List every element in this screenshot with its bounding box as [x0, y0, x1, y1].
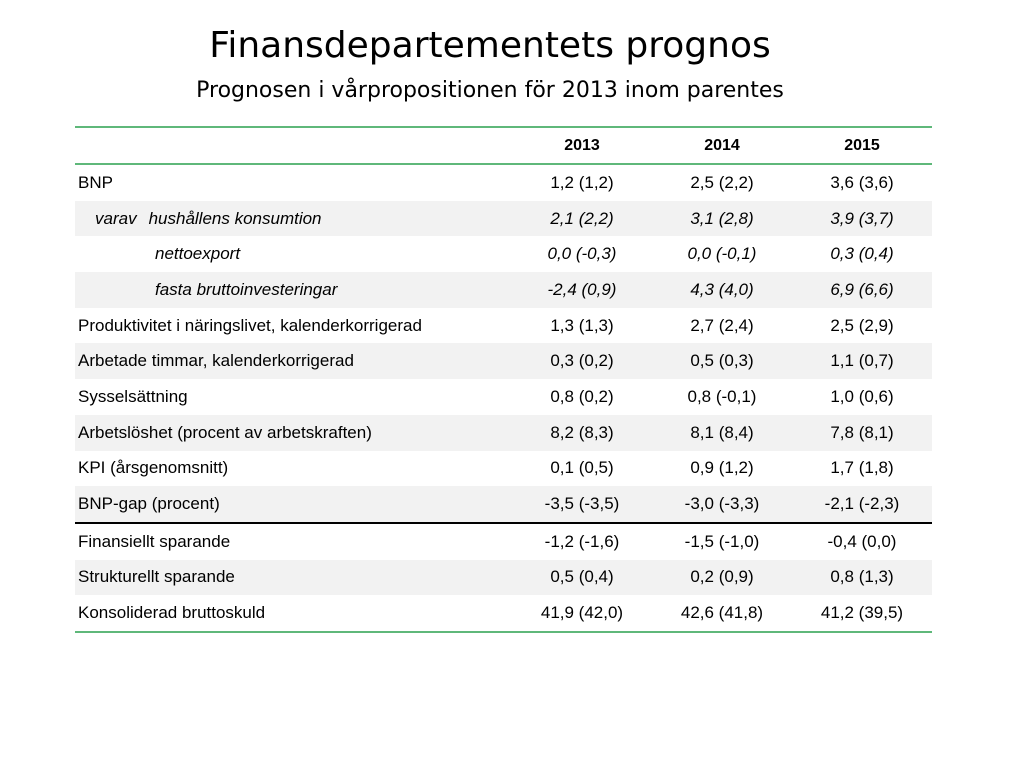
table-row	[75, 308, 932, 344]
row-prefix: varav	[95, 208, 137, 228]
cell-2013: 0,1 (0,5)	[550, 458, 614, 478]
cell-2015: 0,8 (1,3)	[830, 567, 894, 587]
table-row	[75, 343, 932, 379]
cell-2013: 0,0 (-0,3)	[547, 244, 617, 264]
cell-2014: 4,3 (4,0)	[690, 279, 754, 299]
table-row	[75, 560, 932, 596]
row-label: hushållens konsumtion	[148, 208, 322, 228]
row-label: Sysselsättning	[78, 386, 188, 406]
cell-2013: -3,5 (-3,5)	[544, 494, 620, 514]
row-label: Produktivitet i näringslivet, kalenderkorrigerad	[78, 315, 422, 335]
cell-2015: 41,2 (39,5)	[820, 603, 904, 623]
cell-2013: 8,2 (8,3)	[550, 422, 614, 442]
table-row	[75, 595, 932, 632]
row-label: Arbetslöshet (procent av arbetskraften)	[78, 422, 372, 442]
cell-2013: 41,9 (42,0)	[540, 603, 624, 623]
column-header-2014: 2014	[704, 136, 740, 154]
cell-2015: 1,0 (0,6)	[830, 386, 894, 406]
row-label: Konsoliderad bruttoskuld	[78, 603, 266, 623]
cell-2015: 1,1 (0,7)	[830, 351, 894, 371]
table-header-row	[75, 127, 932, 164]
cell-2015: 6,9 (6,6)	[830, 279, 894, 299]
cell-2014: 2,7 (2,4)	[690, 315, 754, 335]
row-label: Strukturellt sparande	[78, 567, 235, 587]
cell-2014: -3,0 (-3,3)	[684, 494, 760, 514]
table-row	[75, 379, 932, 415]
row-label-cell	[75, 201, 512, 237]
cell-2014: 8,1 (8,4)	[690, 422, 754, 442]
table-row	[75, 201, 932, 237]
page-subtitle: Prognosen i vårpropositionen för 2013 inom parentes	[196, 78, 784, 103]
cell-2014: 0,2 (0,9)	[690, 567, 754, 587]
column-header-2013: 2013	[564, 136, 600, 154]
table-row	[75, 523, 932, 560]
cell-2015: -0,4 (0,0)	[827, 531, 897, 551]
cell-2013: 2,1 (2,2)	[550, 208, 614, 228]
column-header-2015: 2015	[844, 136, 880, 154]
cell-2014: 2,5 (2,2)	[690, 172, 754, 192]
row-label: nettoexport	[155, 244, 241, 264]
row-label: BNP	[78, 172, 113, 192]
cell-2013: 0,5 (0,4)	[550, 567, 614, 587]
cell-2013: 1,3 (1,3)	[550, 315, 614, 335]
cell-2013: 0,8 (0,2)	[550, 386, 614, 406]
table-row	[75, 236, 932, 272]
cell-2015: 3,6 (3,6)	[830, 172, 894, 192]
table-row	[75, 164, 932, 201]
cell-2015: 3,9 (3,7)	[830, 208, 894, 228]
table-row	[75, 415, 932, 451]
cell-2014: 3,1 (2,8)	[690, 208, 754, 228]
cell-2013: -2,4 (0,9)	[547, 279, 617, 299]
cell-2014: 0,9 (1,2)	[690, 458, 754, 478]
row-label: BNP-gap (procent)	[78, 494, 220, 514]
row-label: Finansiellt sparande	[78, 531, 231, 551]
column-header-label	[75, 127, 512, 164]
forecast-table	[75, 126, 932, 633]
cell-2015: 7,8 (8,1)	[830, 422, 894, 442]
cell-2014: 42,6 (41,8)	[680, 603, 764, 623]
cell-2014: 0,8 (-0,1)	[687, 386, 757, 406]
table-row	[75, 272, 932, 308]
cell-2013: 0,3 (0,2)	[550, 351, 614, 371]
row-label: KPI (årsgenomsnitt)	[78, 458, 229, 478]
cell-2015: -2,1 (-2,3)	[824, 494, 900, 514]
cell-2014: 0,5 (0,3)	[690, 351, 754, 371]
page-title: Finansdepartementets prognos	[209, 25, 771, 66]
cell-2015: 2,5 (2,9)	[830, 315, 894, 335]
cell-2013: 1,2 (1,2)	[550, 172, 614, 192]
cell-2013: -1,2 (-1,6)	[544, 531, 620, 551]
cell-2015: 0,3 (0,4)	[830, 244, 894, 264]
row-label: fasta bruttoinvesteringar	[155, 279, 338, 299]
cell-2015: 1,7 (1,8)	[830, 458, 894, 478]
cell-2014: -1,5 (-1,0)	[684, 531, 760, 551]
row-label: Arbetade timmar, kalenderkorrigerad	[78, 351, 354, 371]
cell-2014: 0,0 (-0,1)	[687, 244, 757, 264]
table-row	[75, 486, 932, 523]
table-row	[75, 451, 932, 487]
